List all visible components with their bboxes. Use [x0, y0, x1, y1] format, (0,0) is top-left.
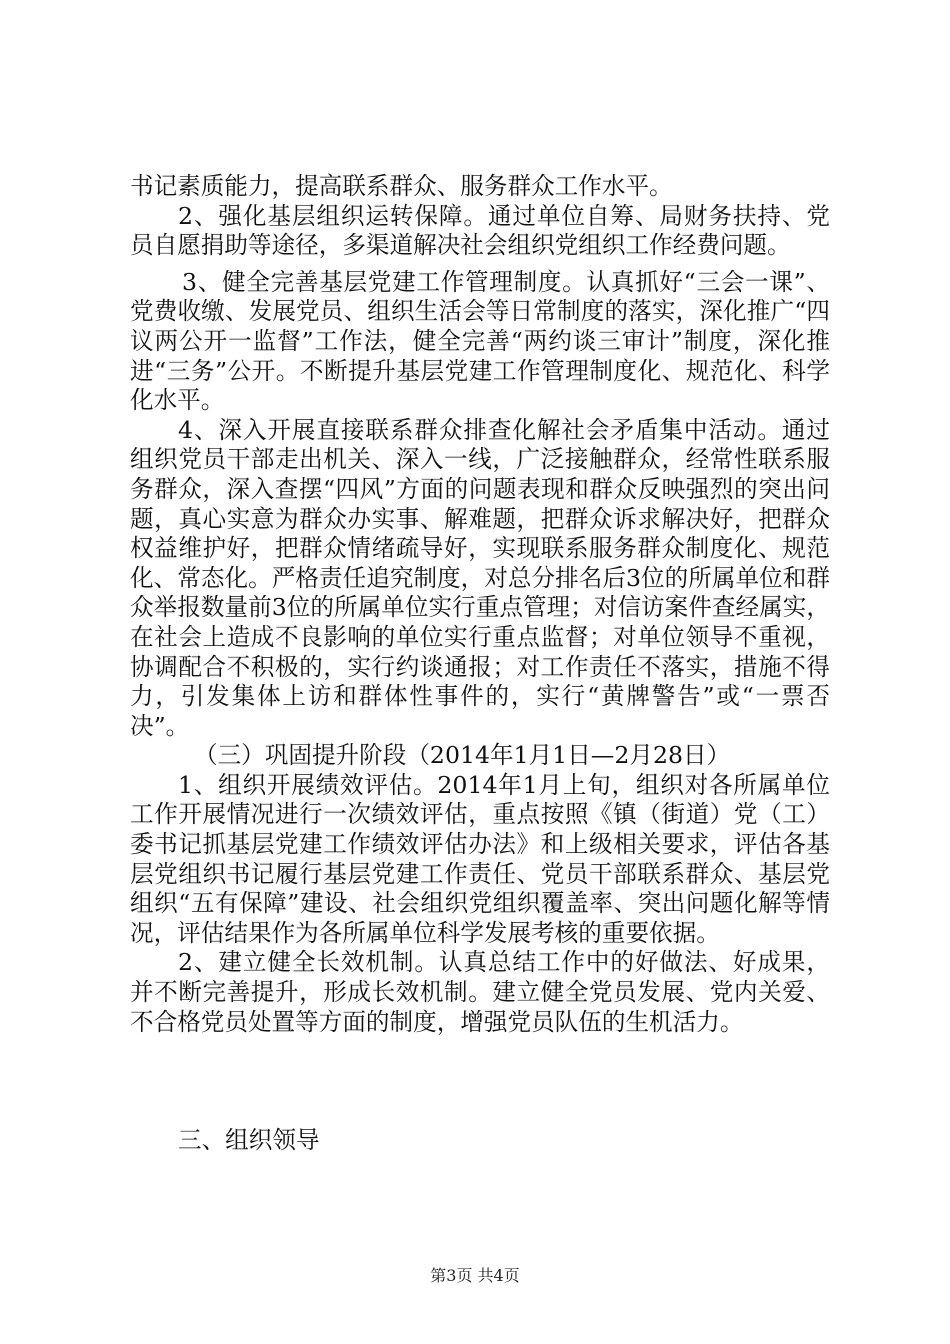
paragraph-6: 2、建立健全长效机制。认真总结工作中的好做法、好成果，并不断完善提升，形成长效机制。建立健全党员发展、党内关爱、不合格党员处置等方面的制度，增强党员队伍的生机活力。 [130, 948, 830, 1036]
subsection-heading: （三）巩固提升阶段（2014年1月1日—2月28日） [194, 741, 731, 770]
page-footer: 第3页 共4页 [430, 1266, 520, 1285]
paragraph-3: 3、健全完善基层党建工作管理制度。认真抓好“三会一课”、党费收缴、发展党员、组织生活会等日常制度的落实，深化推广“四议两公开一监督”工作法，健全完善“两约谈三审计”制度，深化推进“三务”公开。不断提升基层党建工作管理制度化、规范化、科学化水平。 [130, 267, 830, 415]
document-body [130, 172, 830, 1037]
paragraph-4: 4、深入开展直接联系群众排查化解社会矛盾集中活动。通过组织党员干部走出机关、深入一线，广泛接触群众，经常性联系服务群众，深入查摆“四风”方面的问题表现和群众反映强烈的突出问题，真心实意为群众办实事、解难题，把群众诉求解决好，把群众权益维护好，把群众情绪疏导好，实现联系服务群众制度化、规范化、常态化。严格责任追究制度，对总分排名后3位的所属单位和群众举报数量前3位的所属单位实行重点管理；对信访案件查经属实，在社会上造成不良影响的单位实行重点监督；对单位领导不重视，协调配合不积极的，实行约谈通报；对工作责任不落实，措施不得力，引发集体上访和群体性事件的，实行“黄牌警告”或“一票否决”。 [130, 415, 830, 740]
paragraph-1: 书记素质能力，提高联系群众、服务群众工作水平。 [130, 172, 673, 200]
paragraph-5: 1、组织开展绩效评估。2014年1月上旬，组织对各所属单位工作开展情况进行一次绩效评估，重点按照《镇（街道）党（工）委书记抓基层党建工作绩效评估办法》和上级相关要求，评估各基层党组织书记履行基层党建工作责任、党员干部联系群众、基层党组织“五有保障”建设、社会组织党组织覆盖率、突出问题化解等情况，评估结果作为各所属单位科学发展考核的重要依据。 [130, 770, 830, 947]
paragraph-2: 2、强化基层组织运转保障。通过单位自筹、局财务扶持、党员自愿捐助等途径，多渠道解决社会组织党组织工作经费问题。 [130, 201, 830, 260]
section-title: 三、组织领导 [178, 1126, 320, 1154]
